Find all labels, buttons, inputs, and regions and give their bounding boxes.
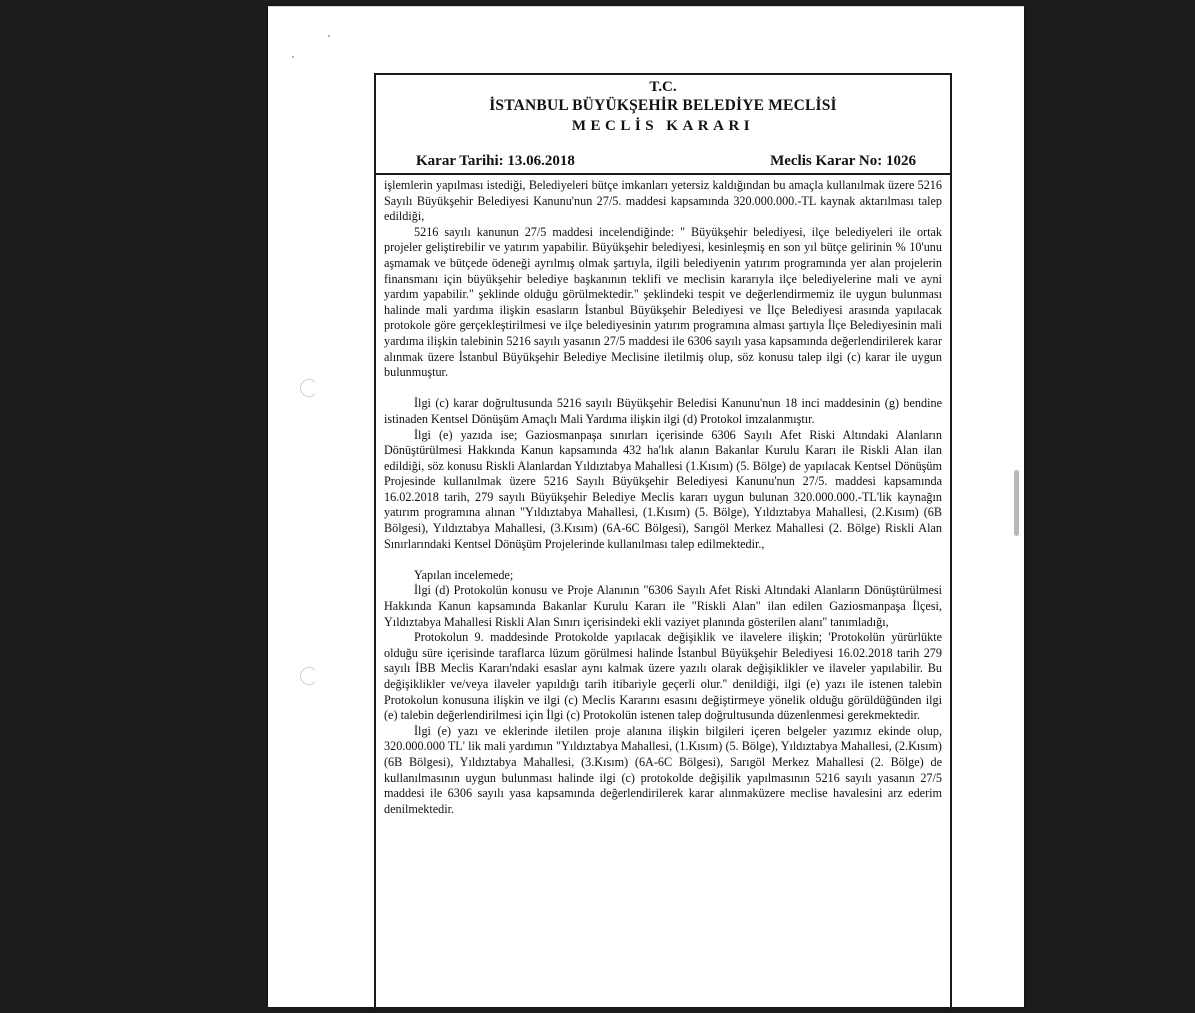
punch-hole-mark — [300, 379, 318, 397]
scan-speck — [292, 56, 294, 58]
scan-speck — [328, 35, 330, 37]
paragraph: İlgi (d) Protokolün konusu ve Proje Alanının "6306 Sayılı Afet Riski Altındaki Alanların Dönüştürülmesi Hakkında Kanun kapsamında Bakanlar Kurulu Kararı ile "Riskli Alan" ilan edilen Gaziosmanpaşa İlçesi, Yıldıztabya Mahallesi Riskli Alan Sınırı içerisindeki ekli vaziyet planında gösterilen alanı'' tanımladığı, — [384, 583, 942, 629]
paragraph: İlgi (e) yazıda ise; Gaziosmanpaşa sınırları içerisinde 6306 Sayılı Afet Riski Altındaki Alanların Dönüştürülmesi Hakkında Kanun kapsamında 432 ha'lık alanın Bakanlar Kurulu Kararı ile Riskli Alan ilan edildiği, söz konusu Riskli Alanlardan Yıldıztabya Mahallesi (1.Kısım) (5. Bölge) de yapılacak Kentsel Dönüşüm Projesinde kullanılmak üzere 5216 Sayılı Büyükşehir Belediyesi Kanunu'nun 27/5. maddesi kapsamında 16.02.2018 tarih, 279 sayılı Büyükşehir Belediye Meclis kararı uygun bulunan 320.000.000.-TL'lik kaynağın yatırım programına alınan "Yıldıztabya Mahallesi, (1.Kısım) (5. Bölge), Yıldıztabya Mahallesi, (2.Kısım) (6B Bölgesi), Yıldıztabya Mahallesi, (3.Kısım) (6A-6C Bölgesi), Sarıgöl Merkez Mahallesi (2. Bölge) Riskli Alan Sınırlarındaki Kentsel Dönüşüm Projelerinde kullanılması talep edilmektedir., — [384, 427, 942, 551]
paragraph-gap — [384, 552, 942, 568]
paragraph: İlgi (c) karar doğrultusunda 5216 sayılı Büyükşehir Beledisi Kanunu'nun 18 inci maddesinin (g) bendine istinaden Kentsel Dönüşüm Amaçlı Mali Yardıma ilişkin ilgi (d) Protokol imzalanmıştır. — [384, 396, 942, 426]
organization-heading: İSTANBUL BÜYÜKŞEHİR BELEDİYE MECLİSİ — [489, 97, 837, 114]
vertical-scrollbar[interactable] — [1014, 470, 1019, 536]
decision-meta-row — [416, 152, 916, 170]
punch-hole-mark — [300, 667, 318, 685]
decision-date: Karar Tarihi: 13.06.2018 — [416, 153, 575, 169]
paragraph-gap — [384, 381, 942, 397]
document-title: MECLİS KARARI — [571, 118, 755, 134]
decision-body — [376, 175, 950, 817]
decision-header — [376, 75, 950, 175]
paragraph: İlgi (e) yazı ve eklerinde iletilen proje alanına ilişkin bilgileri içeren belgeler yazımız ekinde olup, 320.000.000 TL' lik mali yardımın "Yıldıztabya Mahallesi, (1.Kısım) (5. Bölge), Yıldıztabya Mahallesi, (2.Kısım) (6B Bölgesi), Yıldıztabya Mahallesi, (3.Kısım) (6A-6C Bölgesi), Sarıgöl Merkez Mahallesi (2. Bölge) de kullanılmasının uygun bulunması halinde ilgi (c) protokolde değişilik yapılmasının 5216 sayılı yasanın 27/5 maddesi ile 6306 sayılı yasa kapsamında değerlendirilerek karar alınmaküzere meclise havalesini arz ederim denilmektedir. — [384, 723, 942, 816]
paragraph: Protokolun 9. maddesinde Protokolde yapılacak değişiklik ve ilavelere ilişkin; 'Protokolün yürürlükte olduğu süre içerisinde taraflarca lüzum görülmesi halinde İstanbul Büyükşehir Belediyesi 16.02.2018 tarih 279 sayılı İBB Meclis Kararı'ndaki esaslar aynı kalmak üzere yazılı olarak değişiklikler ve ilaveler yapılabilir. Bu değişiklikler ve/veya ilaveler yapıldığı tarih itibariyle geçerli olur.'' denildiği, ilgi (e) yazı ile istenen talebin Protokolun konusuna ilişkin ve ilgi (c) Meclis Kararını esasını değiştirmeye yönelik olduğu görüldüğünden ilgi (e) talebin değerlendirilmesi için İlgi (c) Protokolün istenen talep doğrultusunda düzenlenmesi gerekmektedir. — [384, 630, 942, 723]
decision-number: Meclis Karar No: 1026 — [770, 153, 916, 169]
paragraph: Yapılan incelemede; — [414, 567, 514, 582]
document-page — [268, 6, 1024, 1007]
paragraph: işlemlerin yapılması istediği, Belediyeleri bütçe imkanları yetersiz kaldığından bu amaçla kullanılmak üzere 5216 Sayılı Büyükşehir Belediyesi Kanunu'nun 27/5. maddesi kapsamında 320.000.000.-TL kaynak aktarılması talep edildiği, — [384, 178, 942, 224]
country-heading: T.C. — [649, 79, 677, 95]
paragraph: 5216 sayılı kanunun 27/5 maddesi incelendiğinde: " Büyükşehir belediyesi, ilçe belediyeleri ile ortak projeler geliştirebilir ve yatırım yapabilir. Büyükşehir belediyesi, kesinleşmiş en son yıl bütçe gelirinin % 10'unu aşmamak ve bütçede ödeneği ayrılmış olmak şartıyla, ilgili belediyenin yatırım programında yer alan projelerin finansmanı için büyükşehir belediye başkanının teklifi ve meclisin kararıyla ilçe belediyelerine mali ve ayni yardım yapabilir." şeklinde olduğu görülmektedir." şeklindeki tespit ve değerlendirmemiz ile uygun bulunması halinde mali yardıma ilişkin esasların İstanbul Büyükşehir Belediyesi ve İlçe Belediyesi arasında yapılacak protokole göre gerçekleştirilmesi ve ilçe belediyesinin yatırım programına alması şartıyla İlçe Belediyesinin mali yardıma ilişkin talebinin 5216 sayılı yasanın 27/5 maddesi ile 6306 sayılı yasa kapsamında değerlendirilerek karar alınmak üzere İstanbul Büyükşehir Belediye Meclisine iletilmiş olup, söz konusu talep ilgi (c) karar ile uygun bulunmuştur. — [384, 224, 942, 380]
decision-frame — [374, 73, 952, 1013]
